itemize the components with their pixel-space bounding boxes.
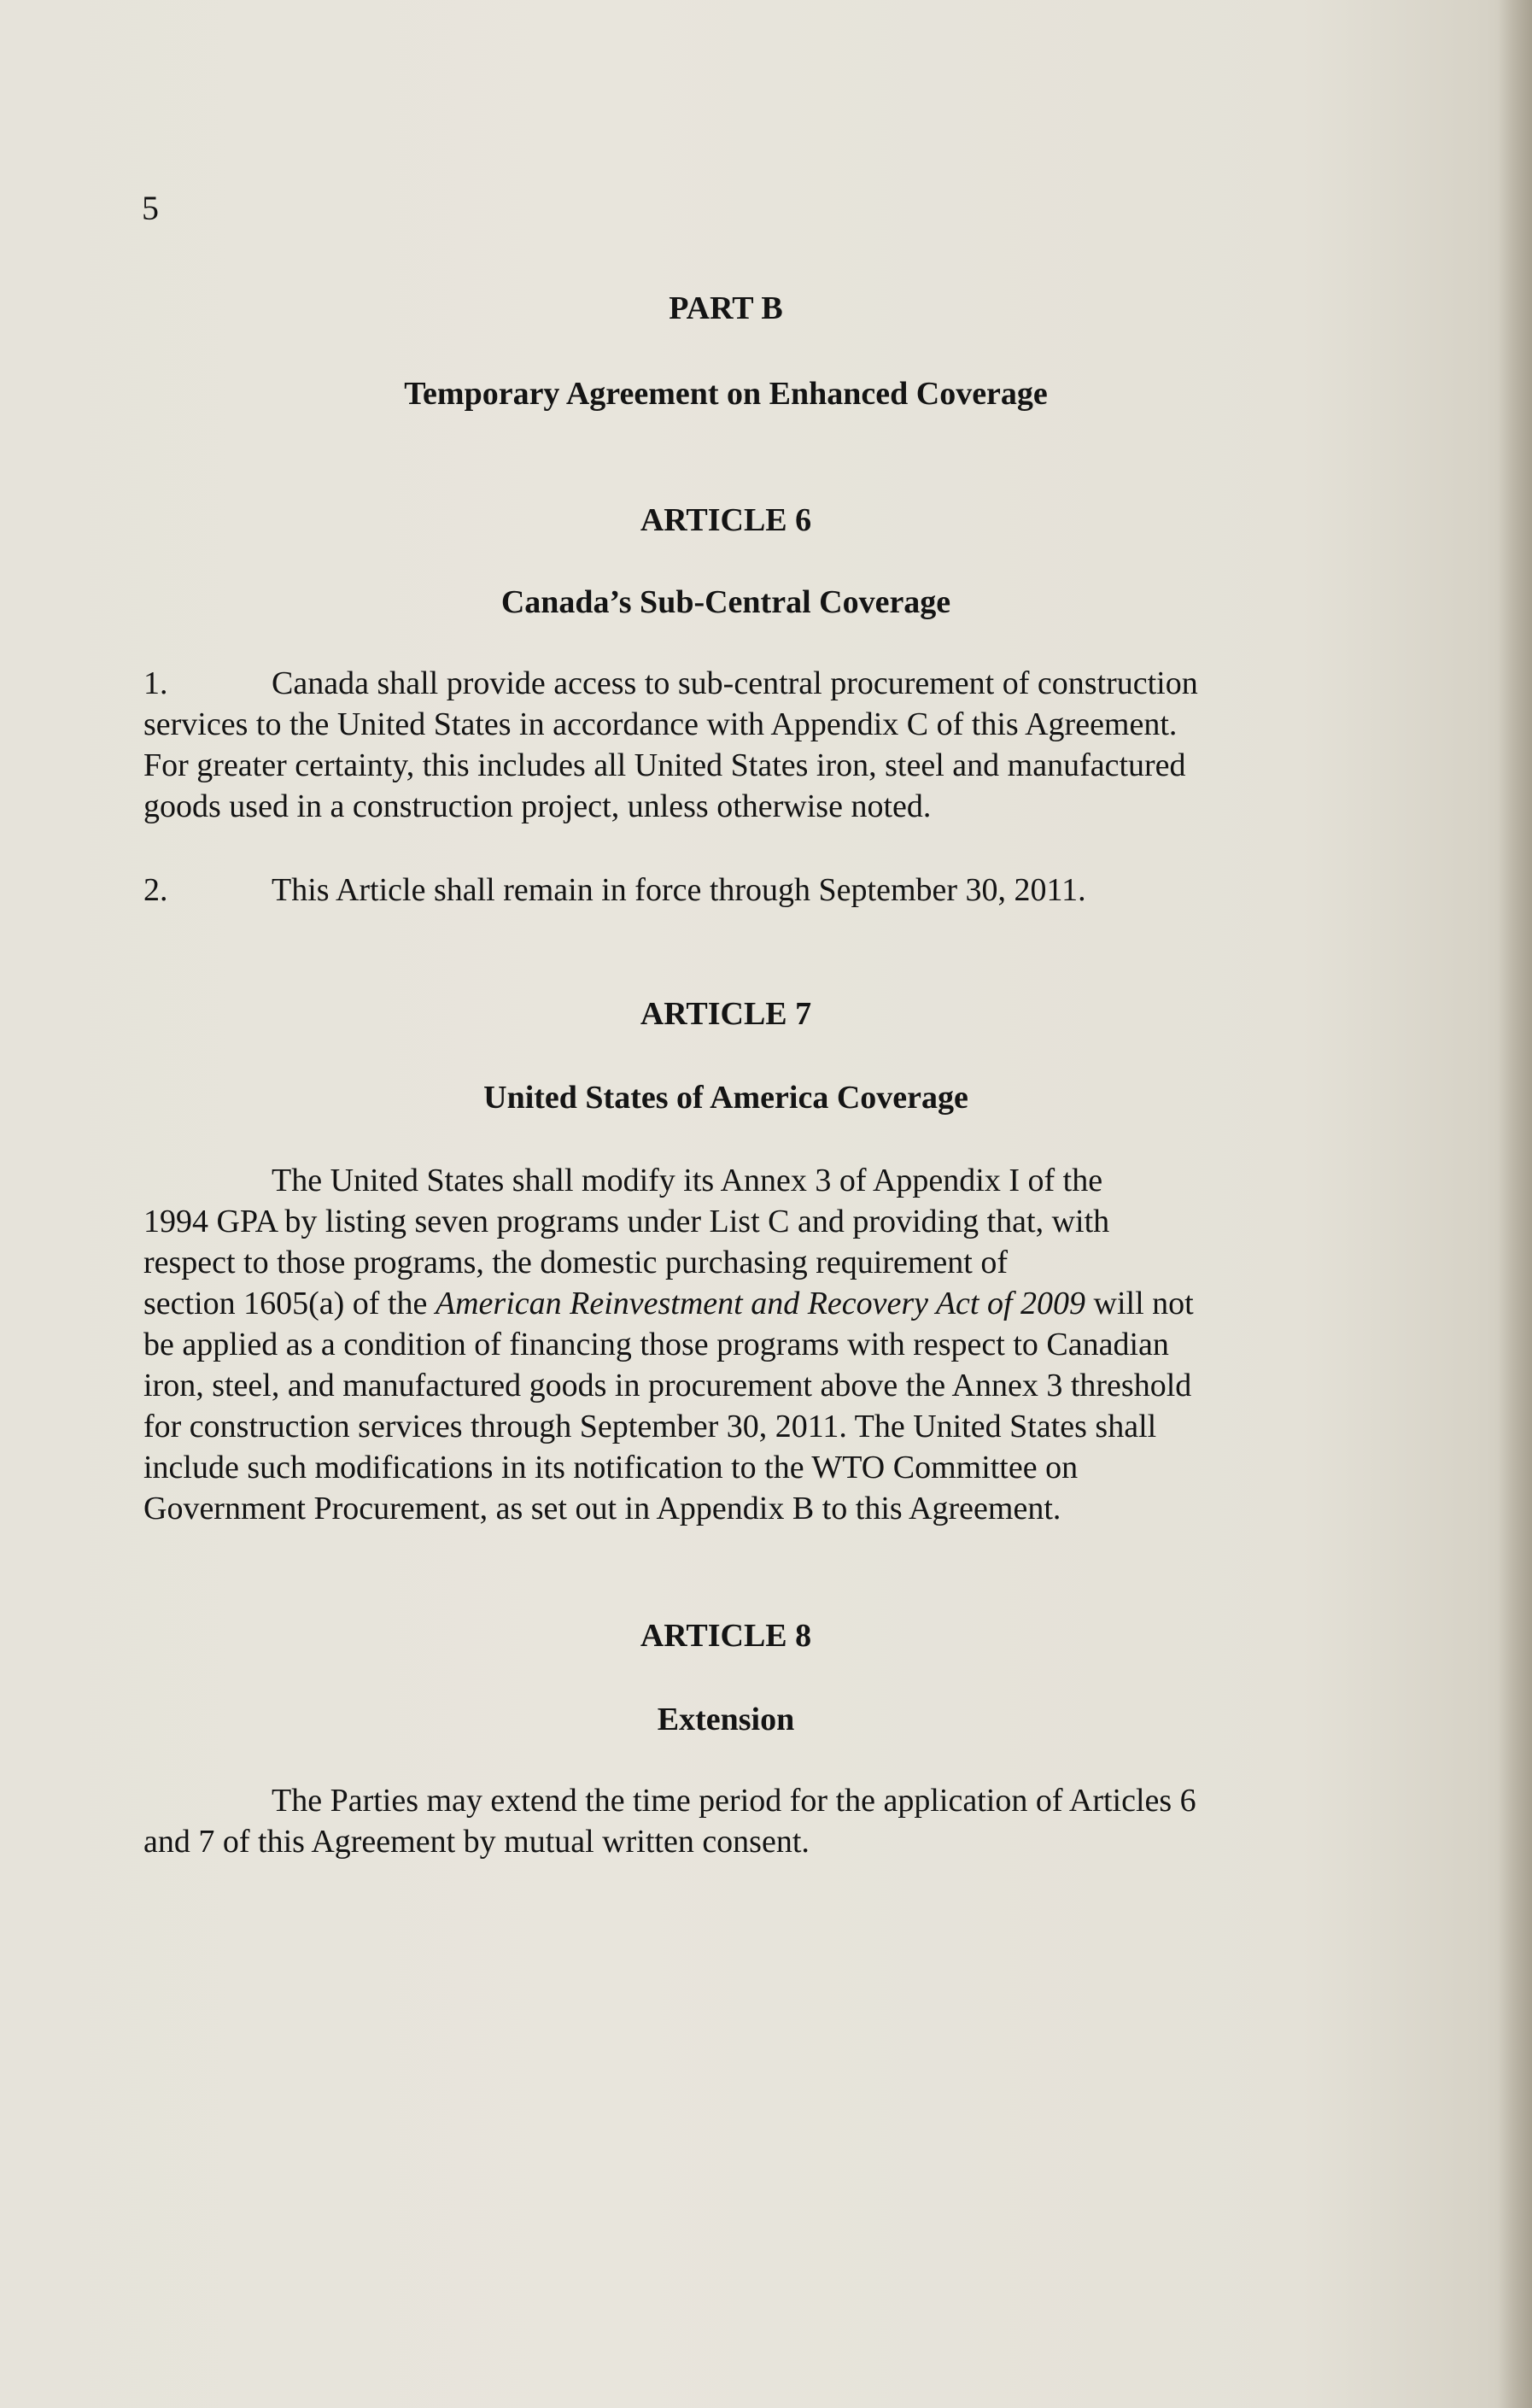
paragraph-line: 1994 GPA by listing seven programs under List C and providing that, with	[143, 1204, 1110, 1239]
paragraph-text: Canada shall provide access to sub-central procurement of construction	[272, 665, 1198, 701]
paragraph-line	[143, 1283, 1322, 1324]
article-7-paragraph	[143, 1160, 1322, 1529]
paragraph-line: iron, steel, and manufactured goods in procurement above the Annex 3 threshold	[143, 1368, 1192, 1403]
part-title: PART B	[669, 290, 783, 326]
paragraph-line: Government Procurement, as set out in Appendix B to this Agreement.	[143, 1491, 1061, 1526]
article-6-subtitle: Canada’s Sub-Central Coverage	[500, 584, 951, 620]
text-segment: section 1605(a) of the	[143, 1286, 436, 1321]
paragraph-line: be applied as a condition of financing those programs with respect to Canadian	[143, 1327, 1169, 1362]
article-7-title: ARTICLE 7	[640, 996, 812, 1032]
article-8-title: ARTICLE 8	[640, 1618, 812, 1654]
act-title-italic: American Reinvestment and Recovery Act of 2009	[435, 1286, 1086, 1321]
paragraph-line: for construction services through September 30, 2011. The United States shall	[143, 1409, 1157, 1444]
paragraph-line: include such modifications in its notification to the WTO Committee on	[143, 1450, 1079, 1485]
paragraph-text: The United States shall modify its Annex 3 of Appendix I of the	[272, 1163, 1103, 1198]
paragraph-number: 2.	[143, 872, 168, 908]
article-8-paragraph	[143, 1780, 1322, 1862]
paragraph-line	[143, 1780, 1322, 1821]
paragraph-number: 1.	[143, 665, 168, 701]
part-subtitle: Temporary Agreement on Enhanced Coverage	[404, 376, 1048, 412]
article-6-paragraph-1	[143, 663, 1322, 827]
page-edge-shadow	[1498, 0, 1532, 2408]
article-6-paragraph-2	[143, 870, 1322, 911]
text-segment: will not	[1085, 1286, 1194, 1321]
article-7-subtitle: United States of America Coverage	[483, 1080, 968, 1116]
paragraph-text: The Parties may extend the time period for the application of Articles 6	[272, 1783, 1196, 1819]
paragraph-line	[143, 1160, 1322, 1201]
page-number: 5	[142, 189, 159, 227]
paragraph-line: respect to those programs, the domestic purchasing requirement of	[143, 1245, 1008, 1280]
paragraph-line	[143, 663, 1322, 704]
paragraph-line: services to the United States in accordance with Appendix C of this Agreement.	[143, 706, 1178, 742]
paragraph-line: For greater certainty, this includes all United States iron, steel and manufactured	[143, 747, 1186, 783]
article-8-subtitle: Extension	[657, 1702, 795, 1737]
article-6-title: ARTICLE 6	[640, 502, 812, 538]
paragraph-line: goods used in a construction project, unless otherwise noted.	[143, 788, 932, 824]
paragraph-text: This Article shall remain in force through September 30, 2011.	[272, 872, 1086, 908]
paragraph-line	[143, 870, 1322, 911]
paragraph-line: and 7 of this Agreement by mutual written consent.	[143, 1824, 810, 1860]
